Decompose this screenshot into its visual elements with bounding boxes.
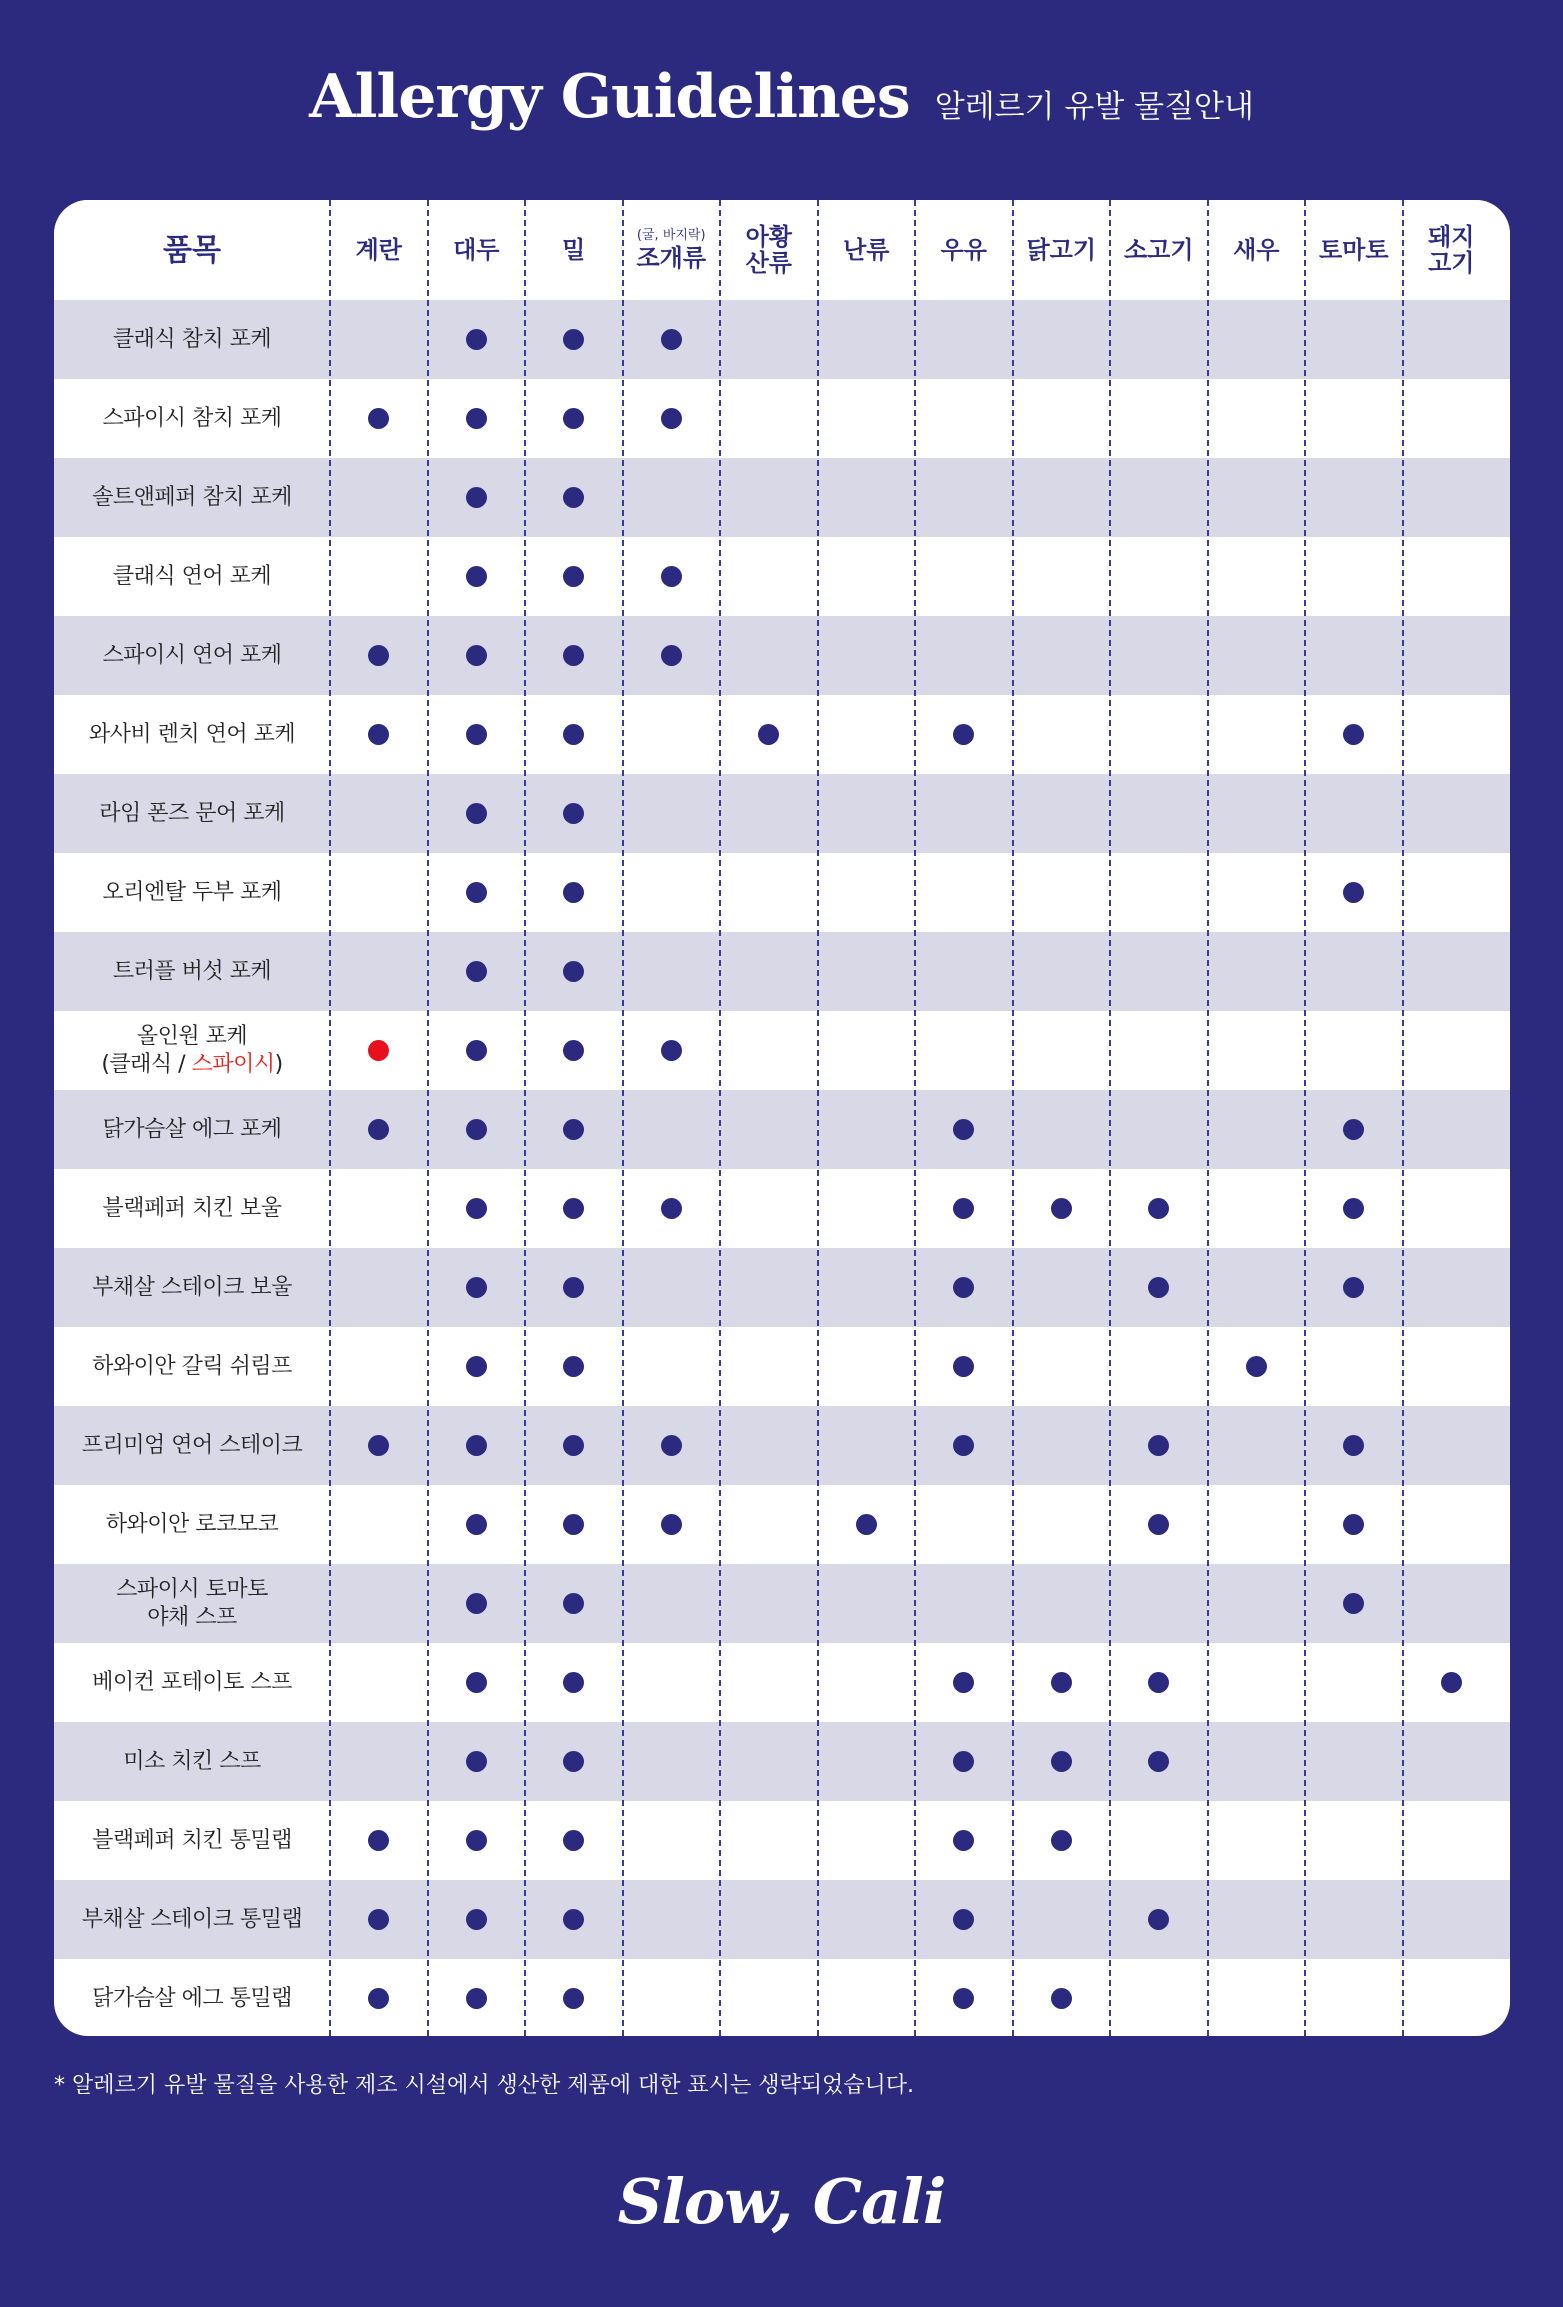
column-divider: [817, 200, 819, 2036]
item-variant-spicy: 스파이시: [191, 1051, 275, 1077]
allergen-dot-soybean: [466, 1435, 487, 1456]
table-row: [54, 1959, 1510, 2036]
header-sulfite: [720, 200, 818, 300]
allergen-dot-milk: [953, 724, 974, 745]
row-item-name: [54, 1959, 330, 2036]
allergen-dot-beef: [1148, 1751, 1169, 1772]
allergen-dot-chicken: [1051, 1751, 1072, 1772]
allergen-dot-soybean: [466, 1514, 487, 1535]
allergen-dot-tomato: [1343, 1514, 1364, 1535]
allergen-dot-soybean: [466, 724, 487, 745]
allergen-dot-wheat: [563, 1514, 584, 1535]
header-beef: [1110, 200, 1208, 300]
table-row: [54, 1485, 1510, 1564]
table-row: [54, 1090, 1510, 1169]
table-row: [54, 1722, 1510, 1801]
row-item-name: [54, 1880, 330, 1959]
row-item-name: [54, 1485, 330, 1564]
brand-logo: Slow, Cali: [617, 2165, 946, 2238]
header-beef-label: 소고기: [1123, 235, 1194, 264]
allergen-dot-egg: [368, 1119, 389, 1140]
allergen-dot-eggs-class: [856, 1514, 877, 1535]
row-item-name: [54, 1406, 330, 1485]
item-name-line1: 블랙페퍼 치킨 보울: [102, 1195, 282, 1221]
item-name-line1: 미소 치킨 스프: [123, 1748, 261, 1774]
allergen-dot-egg: [368, 724, 389, 745]
page-title: [0, 62, 1563, 132]
item-name-line1: 닭가슴살 에그 통밀랩: [92, 1985, 292, 2011]
item-name-line2: [101, 1051, 282, 1079]
table-row: [54, 1406, 1510, 1485]
allergen-dot-soybean: [466, 1672, 487, 1693]
header-pork-label: 돼지: [1428, 222, 1475, 251]
allergen-dot-shellfish: [661, 1198, 682, 1219]
item-name-line1: 스파이시 연어 포케: [102, 642, 282, 668]
allergen-dot-wheat: [563, 882, 584, 903]
row-item-name: [54, 300, 330, 379]
column-divider: [1207, 200, 1209, 2036]
row-item-name: [54, 1722, 330, 1801]
allergen-dot-wheat: [563, 1672, 584, 1693]
header-shrimp-label: 새우: [1233, 235, 1280, 264]
item-name-line1: 클래식 연어 포케: [112, 563, 272, 589]
table-row: [54, 774, 1510, 853]
allergen-dot-soybean: [466, 803, 487, 824]
item-variant-prefix: (클래식 /: [101, 1051, 192, 1077]
allergen-dot-soybean: [466, 487, 487, 508]
item-name-line1: 블랙페퍼 치킨 통밀랩: [92, 1827, 292, 1853]
allergen-dot-tomato: [1343, 1435, 1364, 1456]
item-name-line1: 솔트앤페퍼 참치 포케: [92, 484, 292, 510]
allergen-dot-milk: [953, 1119, 974, 1140]
column-divider: [427, 200, 429, 2036]
column-divider: [1012, 200, 1014, 2036]
table-row: [54, 1643, 1510, 1722]
table-row: [54, 932, 1510, 1011]
allergen-dot-beef: [1148, 1277, 1169, 1298]
item-name-line1: 부채살 스테이크 통밀랩: [81, 1906, 303, 1932]
header-shellfish: [623, 200, 721, 300]
table-header: [54, 200, 1510, 300]
header-soybean: [428, 200, 526, 300]
allergen-dot-tomato: [1343, 1593, 1364, 1614]
header-milk: [915, 200, 1013, 300]
title-korean: 알레르기 유발 물질안내: [934, 89, 1254, 125]
header-shrimp: [1208, 200, 1306, 300]
allergen-dot-egg: [368, 1830, 389, 1851]
row-item-name: [54, 537, 330, 616]
allergen-dot-chicken: [1051, 1672, 1072, 1693]
allergen-dot-soybean: [466, 1198, 487, 1219]
item-name-line1: 닭가슴살 에그 포케: [102, 1116, 282, 1142]
allergen-dot-wheat: [563, 487, 584, 508]
item-variant-suffix: ): [274, 1051, 283, 1077]
item-name-line1: 프리미엄 연어 스테이크: [81, 1432, 303, 1458]
allergen-dot-shellfish: [661, 329, 682, 350]
table-row: [54, 537, 1510, 616]
row-item-name: [54, 695, 330, 774]
allergen-dot-wheat: [563, 1830, 584, 1851]
header-shellfish-label: 조개류: [636, 243, 707, 272]
row-item-name: [54, 1090, 330, 1169]
allergen-dot-wheat: [563, 1435, 584, 1456]
item-name-line1: 하와이안 갈릭 쉬림프: [92, 1353, 292, 1379]
table-row: [54, 1011, 1510, 1090]
item-name-line1: 오리엔탈 두부 포케: [102, 879, 282, 905]
allergen-dot-soybean: [466, 1356, 487, 1377]
allergen-dot-beef: [1148, 1198, 1169, 1219]
header-egg: [330, 200, 428, 300]
table-row: [54, 853, 1510, 932]
header-eggs-class: [818, 200, 916, 300]
allergen-dot-egg: [368, 408, 389, 429]
column-divider: [622, 200, 624, 2036]
allergen-dot-wheat: [563, 329, 584, 350]
row-item-name: [54, 616, 330, 695]
allergen-dot-shrimp: [1246, 1356, 1267, 1377]
allergen-dot-wheat: [563, 1356, 584, 1377]
allergen-dot-wheat: [563, 961, 584, 982]
allergen-dot-wheat: [563, 1909, 584, 1930]
allergen-dot-soybean: [466, 1040, 487, 1061]
allergen-dot-egg: [368, 1040, 389, 1061]
row-item-name: [54, 932, 330, 1011]
column-divider: [329, 200, 331, 2036]
table-row: [54, 1564, 1510, 1643]
table-row: [54, 1327, 1510, 1406]
header-tomato: [1305, 200, 1403, 300]
allergen-dot-soybean: [466, 1277, 487, 1298]
allergen-dot-egg: [368, 1988, 389, 2009]
allergen-dot-shellfish: [661, 566, 682, 587]
allergen-dot-tomato: [1343, 882, 1364, 903]
header-egg-label: 계란: [355, 235, 402, 264]
table-row: [54, 1880, 1510, 1959]
table-row: [54, 695, 1510, 774]
allergen-dot-shellfish: [661, 1514, 682, 1535]
table-row: [54, 458, 1510, 537]
allergen-dot-soybean: [466, 1593, 487, 1614]
header-shellfish-note: (굴, 바지락): [636, 227, 706, 243]
allergen-dot-milk: [953, 1435, 974, 1456]
row-item-name: [54, 458, 330, 537]
allergen-dot-milk: [953, 1198, 974, 1219]
allergen-dot-shellfish: [661, 408, 682, 429]
allergen-dot-soybean: [466, 882, 487, 903]
item-name-line1: 올인원 포케: [136, 1024, 248, 1049]
table-row: [54, 300, 1510, 379]
row-item-name: [54, 1564, 330, 1643]
item-name-line1: 부채살 스테이크 보울: [92, 1274, 292, 1300]
allergen-dot-tomato: [1343, 1119, 1364, 1140]
allergen-dot-wheat: [563, 1751, 584, 1772]
item-name-line1: 스파이시 참치 포케: [102, 405, 282, 431]
item-name-line2: 야채 스프: [147, 1604, 237, 1630]
footnote: * 알레르기 유발 물질을 사용한 제조 시설에서 생산한 제품에 대한 표시는 생략되었습니다.: [54, 2073, 914, 2098]
header-item: 품목: [163, 232, 221, 268]
column-divider: [1304, 200, 1306, 2036]
item-name-line1: 클래식 참치 포케: [112, 326, 272, 352]
allergen-dot-shellfish: [661, 1040, 682, 1061]
allergen-dot-chicken: [1051, 1988, 1072, 2009]
row-item-name: [54, 1169, 330, 1248]
row-item-name: [54, 1801, 330, 1880]
allergen-dot-wheat: [563, 1119, 584, 1140]
header-wheat-label: 밀: [562, 235, 586, 264]
column-divider: [719, 200, 721, 2036]
allergen-dot-soybean: [466, 1119, 487, 1140]
allergen-dot-milk: [953, 1988, 974, 2009]
table-row: [54, 1248, 1510, 1327]
allergen-dot-shellfish: [661, 1435, 682, 1456]
allergen-dot-egg: [368, 645, 389, 666]
allergen-dot-egg: [368, 1435, 389, 1456]
allergen-dot-wheat: [563, 1198, 584, 1219]
allergen-dot-tomato: [1343, 1198, 1364, 1219]
allergen-dot-milk: [953, 1909, 974, 1930]
header-sulfite-label: 아황: [745, 222, 792, 251]
allergen-dot-wheat: [563, 1040, 584, 1061]
header-wheat: [525, 200, 623, 300]
item-name-line1: 와사비 렌치 연어 포케: [88, 721, 296, 747]
row-item-name: [54, 1011, 330, 1090]
column-divider: [1109, 200, 1111, 2036]
allergen-dot-milk: [953, 1356, 974, 1377]
row-item-name: [54, 1327, 330, 1406]
allergen-dot-soybean: [466, 1751, 487, 1772]
table-row: [54, 1801, 1510, 1880]
table-row: [54, 379, 1510, 458]
allergen-dot-wheat: [563, 724, 584, 745]
title-english: Allergy Guidelines: [309, 62, 910, 132]
item-name-line1: 라임 폰즈 문어 포케: [99, 800, 285, 826]
allergen-dot-soybean: [466, 961, 487, 982]
allergen-dot-wheat: [563, 566, 584, 587]
allergen-dot-tomato: [1343, 724, 1364, 745]
item-name-line1: 베이컨 포테이토 스프: [92, 1669, 292, 1695]
allergen-dot-beef: [1148, 1435, 1169, 1456]
allergen-dot-egg: [368, 1909, 389, 1930]
table-row: [54, 616, 1510, 695]
allergen-dot-soybean: [466, 1909, 487, 1930]
allergen-dot-soybean: [466, 645, 487, 666]
header-milk-label: 우유: [940, 235, 987, 264]
table-row: [54, 1169, 1510, 1248]
allergen-dot-soybean: [466, 566, 487, 587]
allergen-dot-soybean: [466, 1988, 487, 2009]
allergen-dot-milk: [953, 1672, 974, 1693]
allergen-dot-wheat: [563, 645, 584, 666]
allergen-dot-pork: [1441, 1672, 1462, 1693]
allergen-dot-beef: [1148, 1514, 1169, 1535]
header-eggs-class-label: 난류: [843, 235, 890, 264]
allergen-dot-wheat: [563, 1988, 584, 2009]
row-item-name: [54, 1248, 330, 1327]
header-chicken: [1013, 200, 1111, 300]
header-chicken-label: 닭고기: [1026, 235, 1097, 264]
allergen-dot-wheat: [563, 1277, 584, 1298]
column-divider: [914, 200, 916, 2036]
allergen-dot-chicken: [1051, 1198, 1072, 1219]
header-pork: [1403, 200, 1501, 300]
allergen-dot-soybean: [466, 408, 487, 429]
allergen-dot-beef: [1148, 1672, 1169, 1693]
row-item-name: [54, 379, 330, 458]
header-sulfite-label: 산류: [745, 249, 792, 277]
allergy-table: [54, 200, 1510, 2036]
item-name-line1: 트러플 버섯 포케: [112, 958, 272, 984]
row-item-name: [54, 774, 330, 853]
header-tomato-label: 토마토: [1318, 235, 1389, 264]
allergen-dot-beef: [1148, 1909, 1169, 1930]
item-name-line1: 스파이시 토마토: [116, 1577, 268, 1602]
allergen-dot-soybean: [466, 329, 487, 350]
allergen-dot-shellfish: [661, 645, 682, 666]
allergen-dot-chicken: [1051, 1830, 1072, 1851]
header-pork-label: 고기: [1428, 249, 1475, 277]
column-divider: [1402, 200, 1404, 2036]
row-item-name: [54, 1643, 330, 1722]
row-item-name: [54, 853, 330, 932]
allergen-dot-wheat: [563, 1593, 584, 1614]
allergen-dot-wheat: [563, 408, 584, 429]
column-divider: [524, 200, 526, 2036]
item-name-line1: 하와이안 로코모코: [105, 1511, 279, 1537]
allergen-dot-soybean: [466, 1830, 487, 1851]
allergen-dot-milk: [953, 1277, 974, 1298]
allergen-dot-wheat: [563, 803, 584, 824]
allergen-dot-tomato: [1343, 1277, 1364, 1298]
allergen-dot-milk: [953, 1830, 974, 1851]
allergen-dot-milk: [953, 1751, 974, 1772]
header-soybean-label: 대두: [453, 235, 500, 264]
allergen-dot-sulfite: [758, 724, 779, 745]
